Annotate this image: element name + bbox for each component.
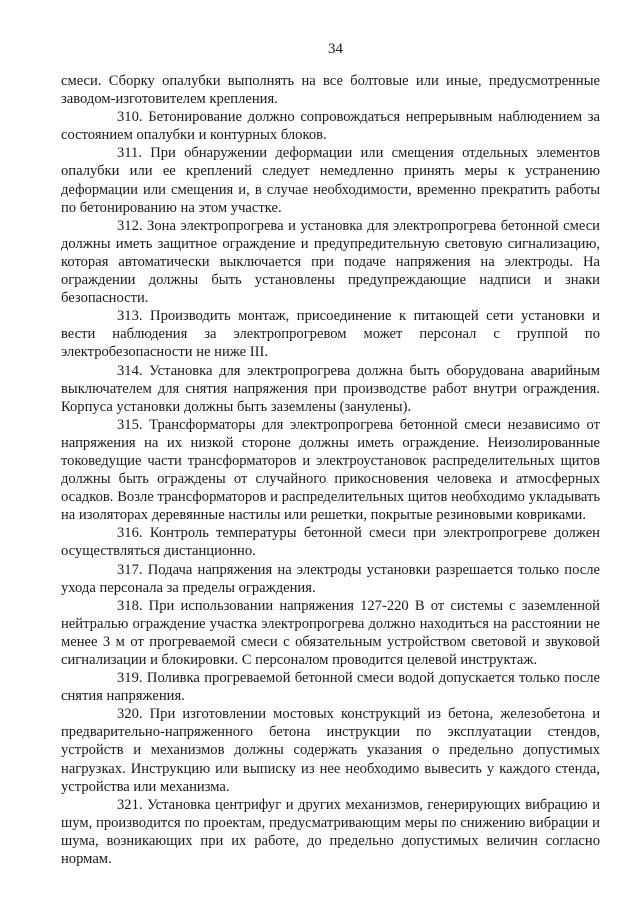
page-number: 34: [328, 41, 343, 57]
paragraph-312: 312. Зона электропрогрева и установка для электропрогрева бетонной смеси должны иметь защитное ограждение и предупредительную световую сигнализацию, которая автоматически выключается при подаче напряжения на электроды. На ограждении должны быть установлены предупреждающие надписи и знаки безопасности.: [61, 217, 600, 307]
paragraph-316: 316. Контроль температуры бетонной смеси при электропрогреве должен осуществляться дистанционно.: [61, 525, 600, 560]
paragraph-315: 315. Трансформаторы для электропрогрева бетонной смеси независимо от напряжения на их низкой стороне должны иметь ограждение. Неизолированные токоведущие части трансформаторов и электроустановок распределительных щитов должны быть ограждены от случайного прикосновения человека и атмосферных осадков. Возле трансформаторов и распределительных щитов необходимо укладывать на изоляторах деревянные настилы или решетки, покрытые резиновыми ковриками.: [61, 416, 600, 524]
paragraph-321: 321. Установка центрифуг и других механизмов, генерирующих вибрацию и шум, производится по проектам, предусматривающим меры по снижению вибрации и шума, возникающих при их работе, до предельно допустимых величин согласно нормам.: [61, 796, 600, 868]
paragraph-313: 313. Производить монтаж, присоединение к питающей сети установки и вести наблюдения за электропрогревом может персонал с группой по электробезопасности не ниже III.: [61, 308, 600, 361]
paragraph-320: 320. При изготовлении мостовых конструкций из бетона, железобетона и предварительно-напряженного бетона инструкции по эксплуатации стендов, устройств и механизмов должны содержать указания о предельно допустимых нагрузках. Инструкцию или выписку из нее необходимо вывесить у каждого стенда, устройства или механизма.: [61, 706, 600, 795]
paragraph-318: 318. При использовании напряжения 127-220 В от системы с заземленной нейтралью ограждение участка электропрогрева должно находиться на расстоянии не менее 3 м от прогреваемой смеси с обязательным устройством световой и звуковой сигнализации и блокировки. С персоналом проводится целевой инструктаж.: [61, 597, 600, 668]
paragraph-310: 310. Бетонирование должно сопровождаться непрерывным наблюдением за состоянием опалубки и контурных блоков.: [61, 109, 600, 144]
paragraph-319: 319. Поливка прогреваемой бетонной смеси водой допускается только после снятия напряжения.: [61, 670, 600, 705]
document-body: [61, 72, 600, 868]
paragraph-314: 314. Установка для электропрогрева должна быть оборудована аварийным выключателем для снятия напряжения при производстве работ внутри ограждения. Корпуса установки должны быть заземлены (занулены).: [61, 362, 600, 415]
paragraph-317: 317. Подача напряжения на электроды установки разрешается только после ухода персонала за пределы ограждения.: [61, 561, 600, 596]
paragraph-311: 311. При обнаружении деформации или смещения отдельных элементов опалубки или ее креплений следует немедленно принять меры к устранению деформации или смещения и, в случае необходимости, временно прекратить работы по бетонированию на этом участке.: [61, 145, 600, 216]
paragraph-continuation: смеси. Сборку опалубки выполнять на все болтовые или иные, предусмотренные заводом-изготовителем крепления.: [61, 73, 600, 108]
